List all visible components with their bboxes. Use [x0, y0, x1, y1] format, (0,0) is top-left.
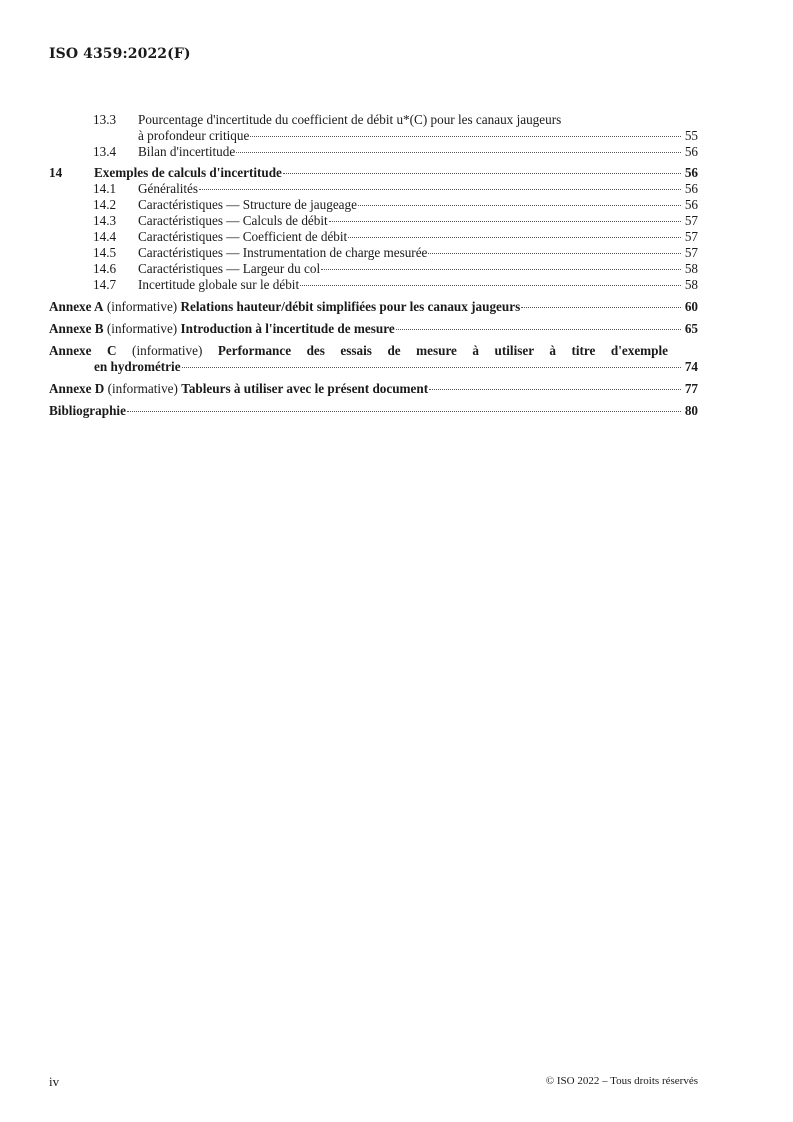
toc-entry-14-5[interactable] — [49, 245, 698, 261]
toc-entry-13-3[interactable] — [49, 112, 698, 144]
toc-entry-annex-a[interactable] — [49, 299, 698, 315]
toc-number: 14.6 — [93, 261, 117, 276]
annex-title-line2: en hydrométrie — [94, 359, 181, 374]
annex-title-line1: Performance des essais de mesure à utiliser à titre d'exemple — [217, 343, 669, 358]
leader-dots — [321, 269, 681, 270]
annex-kind: (informative) — [132, 343, 203, 358]
toc-page: 56 — [684, 197, 698, 212]
toc-number: 14.2 — [93, 197, 117, 212]
toc-title-line2: à profondeur critique — [138, 128, 250, 143]
annex-label: Annexe C — [49, 343, 117, 358]
toc-page: 57 — [684, 229, 698, 244]
toc-number: 14.3 — [93, 213, 117, 228]
toc-entry-annex-d[interactable] — [49, 381, 698, 397]
leader-dots — [396, 329, 681, 330]
leader-dots — [283, 173, 681, 174]
annex-label: Annexe D — [49, 381, 105, 396]
toc-page: 55 — [684, 128, 698, 143]
toc-entry-14-2[interactable] — [49, 197, 698, 213]
toc-page: 56 — [684, 181, 698, 196]
toc-entry-annex-b[interactable] — [49, 321, 698, 337]
toc-number: 13.3 — [93, 112, 117, 127]
toc-title: Caractéristiques — Coefficient de débit — [138, 229, 348, 244]
leader-dots — [300, 285, 681, 286]
leader-dots — [127, 411, 681, 412]
toc-page: 60 — [684, 299, 698, 314]
annex-title: Introduction à l'incertitude de mesure — [180, 321, 395, 336]
toc-entry-bibliography[interactable] — [49, 403, 698, 419]
toc-page: 58 — [684, 277, 698, 292]
toc-page: 58 — [684, 261, 698, 276]
toc-title: Bibliographie — [49, 403, 126, 418]
annex-kind: (informative) — [107, 381, 178, 396]
page-number: iv — [49, 1074, 60, 1089]
leader-dots — [236, 152, 681, 153]
toc-title: Caractéristiques — Structure de jaugeage — [138, 197, 357, 212]
toc-page: 56 — [684, 144, 698, 159]
leader-dots — [199, 189, 681, 190]
leader-dots — [348, 237, 681, 238]
annex-kind: (informative) — [106, 321, 178, 336]
toc-title-line1: Pourcentage d'incertitude du coefficient de débit u*(C) pour les canaux jaugeurs — [138, 112, 562, 127]
leader-dots — [182, 367, 681, 368]
leader-dots — [329, 221, 681, 222]
copyright-notice: © ISO 2022 – Tous droits réservés — [545, 1075, 698, 1087]
toc-number: 14.1 — [93, 181, 117, 196]
toc-title: Caractéristiques — Instrumentation de charge mesurée — [138, 245, 428, 260]
annex-title: Tableurs à utiliser avec le présent document — [181, 381, 429, 396]
toc-number: 14.4 — [93, 229, 117, 244]
toc-title: Caractéristiques — Calculs de débit — [138, 213, 328, 228]
toc-page: 77 — [684, 381, 698, 396]
toc-title: Exemples de calculs d'incertitude — [94, 165, 282, 180]
toc-number: 14 — [49, 165, 63, 180]
leader-dots — [358, 205, 681, 206]
toc-page: 74 — [684, 359, 698, 374]
toc-entry-annex-c[interactable] — [49, 343, 698, 375]
toc-entry-14-3[interactable] — [49, 213, 698, 229]
toc-title: Généralités — [138, 181, 199, 196]
leader-dots — [521, 307, 681, 308]
toc-entry-14-7[interactable] — [49, 277, 698, 293]
toc-entry-14-6[interactable] — [49, 261, 698, 277]
annex-label: Annexe A — [49, 299, 104, 314]
annex-kind: (informative) — [106, 299, 178, 314]
toc-number: 13.4 — [93, 144, 117, 159]
toc-page: 57 — [684, 213, 698, 228]
toc-title: Incertitude globale sur le débit — [138, 277, 300, 292]
annex-label: Annexe B — [49, 321, 104, 336]
toc-entry-14-4[interactable] — [49, 229, 698, 245]
toc-page: 57 — [684, 245, 698, 260]
toc-entry-14[interactable] — [49, 165, 698, 181]
toc-entry-13-4[interactable] — [49, 144, 698, 160]
annex-title: Relations hauteur/débit simplifiées pour les canaux jaugeurs — [180, 299, 521, 314]
toc-entry-14-1[interactable] — [49, 181, 698, 197]
toc-number: 14.7 — [93, 277, 117, 292]
table-of-contents — [49, 112, 698, 419]
toc-page: 65 — [684, 321, 698, 336]
leader-dots — [250, 136, 681, 137]
toc-page: 56 — [684, 165, 698, 180]
toc-number: 14.5 — [93, 245, 117, 260]
toc-page: 80 — [684, 403, 698, 418]
document-header: ISO 4359:2022(F) — [49, 46, 191, 62]
leader-dots — [428, 253, 681, 254]
toc-title: Bilan d'incertitude — [138, 144, 236, 159]
toc-title: Caractéristiques — Largeur du col — [138, 261, 321, 276]
leader-dots — [429, 389, 681, 390]
